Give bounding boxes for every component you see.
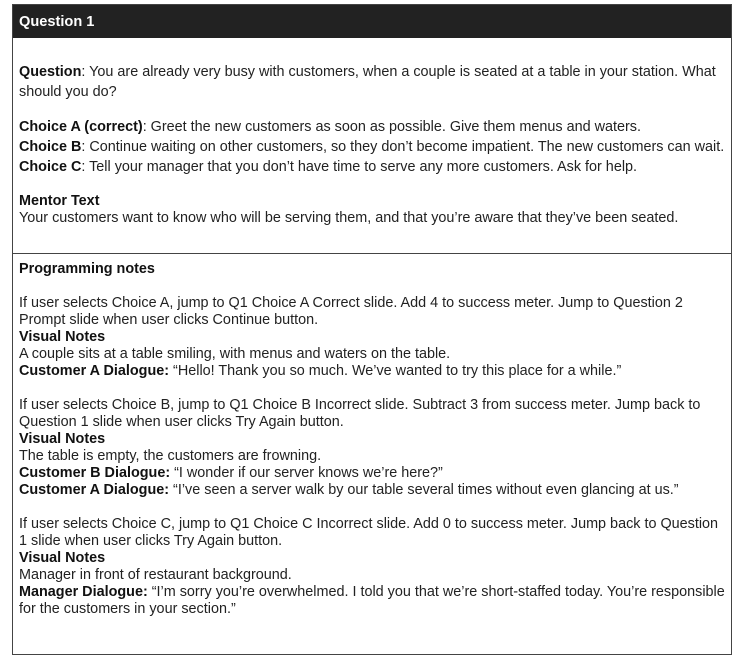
question-cell xyxy=(13,38,731,254)
visual-notes-label: Visual Notes xyxy=(19,550,106,566)
dialogue-line: Manager Dialogue: “I’m sorry you’re overwhelmed. I told you that we’re short-staffed today. You’re responsible for the customers in your section.” xyxy=(19,584,725,617)
question-title: Question 1 xyxy=(19,14,95,30)
choice-c-instruction: If user selects Choice C, jump to Q1 Choice C Incorrect slide. Add 0 to success meter. Jump back to Question 1 slide when user clicks Try Again button. xyxy=(19,516,719,549)
choice-c-label: Choice C xyxy=(19,159,82,175)
table-header xyxy=(13,5,731,38)
question-paragraph xyxy=(19,62,725,102)
visual-notes-text: Manager in front of restaurant background. xyxy=(19,567,292,583)
question-label: Question xyxy=(19,64,82,80)
dialogue-line: Customer B Dialogue: “I wonder if our server knows we’re here?” xyxy=(19,465,443,481)
choice-a-instruction: If user selects Choice A, jump to Q1 Choice A Correct slide. Add 4 to success meter. Jump to Question 2 Prompt slide when user clicks Continue button. xyxy=(19,295,683,328)
mentor-label: Mentor Text xyxy=(19,193,100,209)
question-table xyxy=(12,4,732,655)
programming-notes-title: Programming notes xyxy=(19,261,155,277)
visual-notes-text: The table is empty, the customers are frowning. xyxy=(19,448,322,464)
mentor-text: Your customers want to know who will be serving them, and that you’re aware that they’ve been seated. xyxy=(19,210,679,226)
visual-notes-label: Visual Notes xyxy=(19,329,106,345)
choice-b xyxy=(19,139,725,156)
question-text: : You are already very busy with customers, when a couple is seated at a table in your station. What should you do? xyxy=(19,64,716,100)
visual-notes-text: A couple sits at a table smiling, with menus and waters on the table. xyxy=(19,346,451,362)
choice-a-text: : Greet the new customers as soon as possible. Give them menus and waters. xyxy=(142,119,641,135)
programming-notes-cell xyxy=(13,254,731,618)
choice-c-text: : Tell your manager that you don’t have time to serve any more customers. Ask for help. xyxy=(81,159,638,175)
dialogue-line: Customer A Dialogue: “Hello! Thank you so much. We’ve wanted to try this place for a while.” xyxy=(19,363,622,379)
choice-b-instruction: If user selects Choice B, jump to Q1 Choice B Incorrect slide. Subtract 3 from success meter. Jump back to Question 1 slide when user clicks Try Again button. xyxy=(19,397,701,430)
choice-c xyxy=(19,159,725,176)
dialogue-line: Customer A Dialogue: “I’ve seen a server walk by our table several times without even glancing at us.” xyxy=(19,482,679,498)
choice-a-label: Choice A (correct) xyxy=(19,119,143,135)
choice-b-text: : Continue waiting on other customers, so they don’t become impatient. The new customers can wait. xyxy=(81,139,725,155)
visual-notes-label: Visual Notes xyxy=(19,431,106,447)
choice-b-label: Choice B xyxy=(19,139,82,155)
choice-a xyxy=(19,119,725,136)
